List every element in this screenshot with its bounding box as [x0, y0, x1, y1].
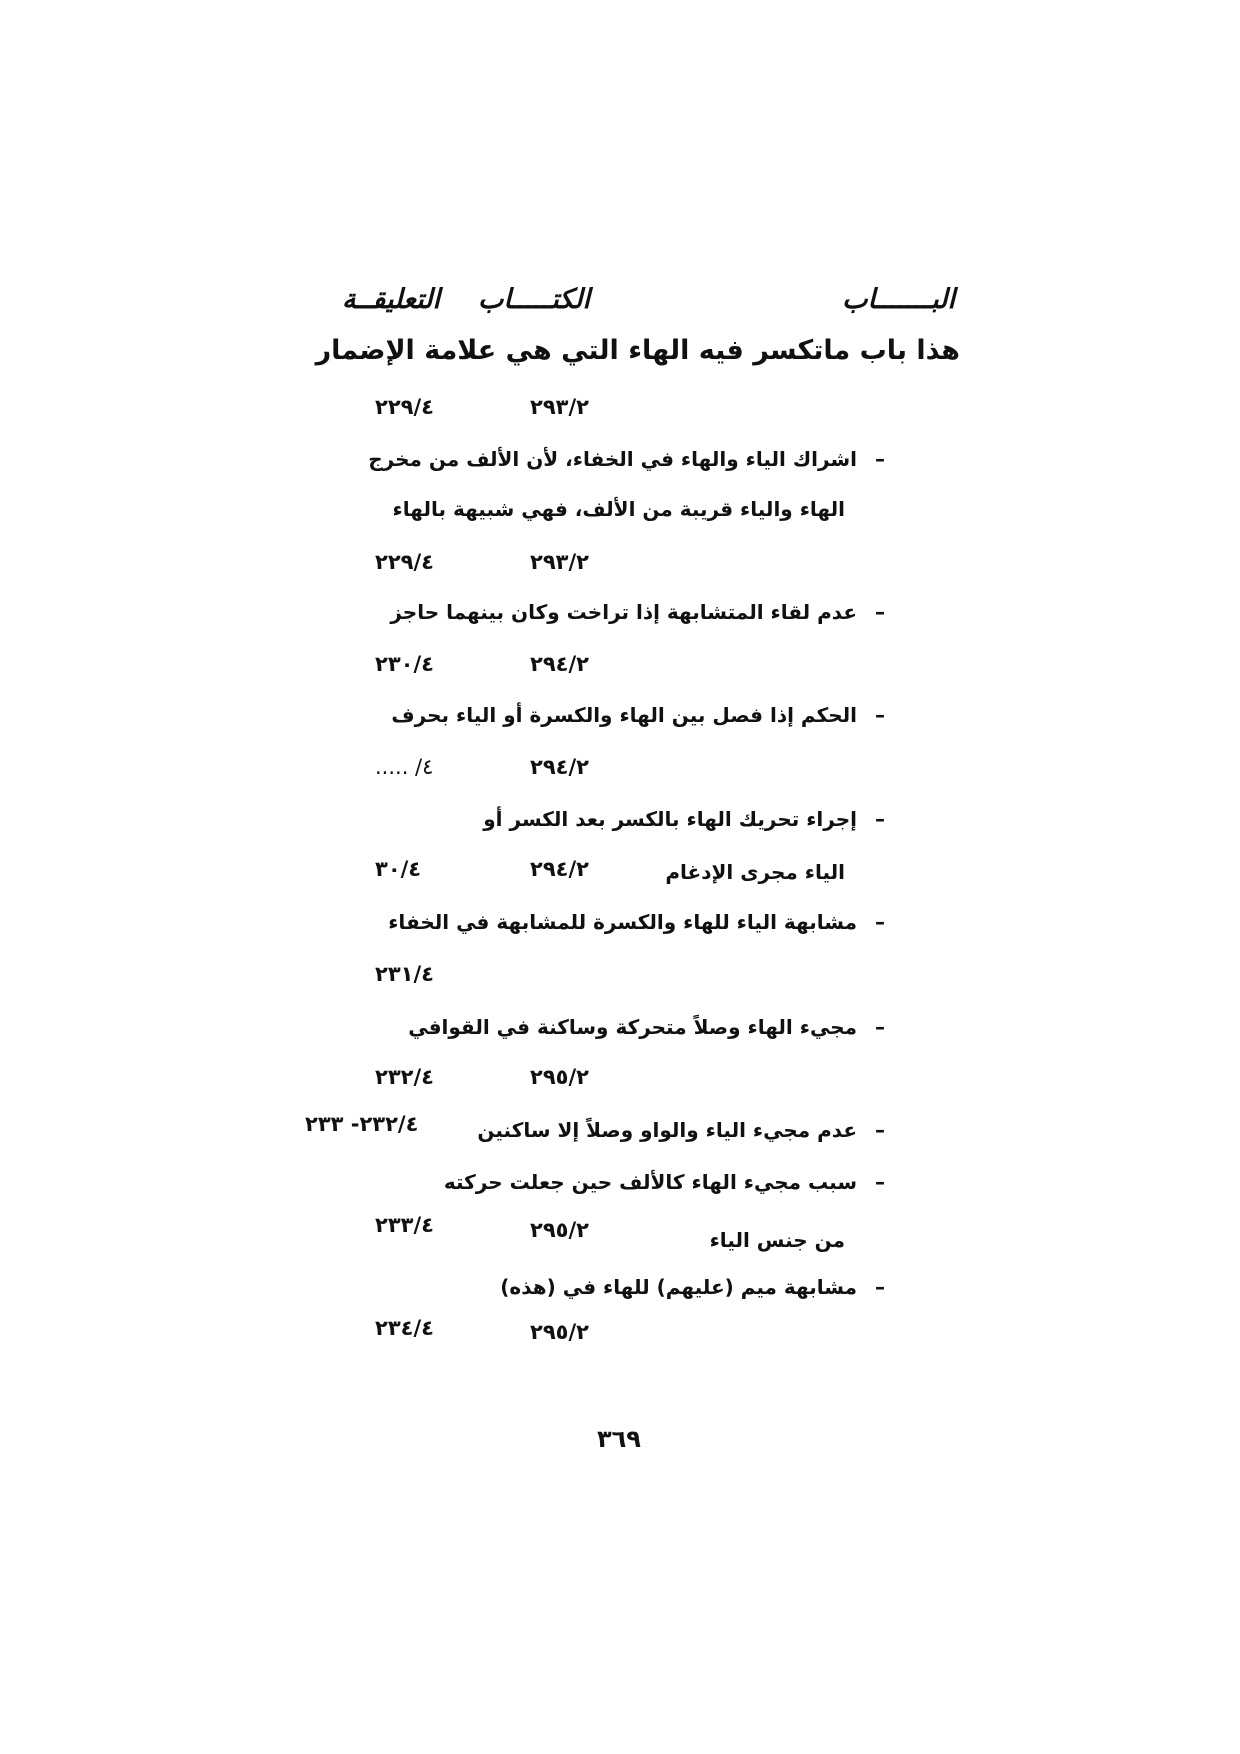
entry-5-line-1: –مشابهة الياء للهاء والكسرة للمشابهة في الخفاء — [388, 910, 885, 934]
entry-3-line-1: –الحكم إذا فصل بين الهاء والكسرة أو الياء بحرف — [391, 703, 885, 727]
entry-4-taliqa-ref: ٣٠/٤ — [375, 857, 422, 881]
entry-8-kitab-ref: ٢٩٥/٢ — [530, 1218, 589, 1242]
column-header-taliqa: التعليقــة — [342, 284, 440, 315]
section-title: هذا باب ماتكسر فيه الهاء التي هي علامة الإضمار — [315, 335, 960, 366]
entry-1-line-1: –اشراك الياء والهاء في الخفاء، لأن الألف من مخرج — [368, 447, 885, 471]
entry-4-kitab-ref: ٢٩٤/٢ — [530, 857, 589, 881]
entry-4-line-2: الياء مجرى الإدغام — [665, 860, 845, 884]
entry-1-kitab-ref: ٢٩٣/٢ — [530, 550, 589, 574]
entry-1-taliqa-ref: ٢٢٩/٤ — [375, 550, 434, 574]
column-header-bab: البـــــــاب — [842, 284, 955, 315]
entry-3-kitab-ref: ٢٩٤/٢ — [530, 755, 589, 779]
entry-2-kitab-ref: ٢٩٤/٢ — [530, 652, 589, 676]
entry-8-line-1: –سبب مجيء الهاء كالألف حين جعلت حركته — [443, 1170, 885, 1194]
entry-7-taliqa-ref: ٢٣٢/٤- ٢٣٣ — [305, 1112, 419, 1136]
entry-6-taliqa-ref: ٢٣٢/٤ — [375, 1065, 434, 1089]
entry-9-kitab-ref: ٢٩٥/٢ — [530, 1320, 589, 1344]
entry-dash: – — [875, 447, 885, 471]
entry-9-taliqa-ref: ٢٣٤/٤ — [375, 1316, 434, 1340]
entry-1-line-2: الهاء والياء قريبة من الألف، فهي شبيهة بالهاء — [392, 497, 845, 521]
entry-8-line-2: من جنس الياء — [709, 1228, 845, 1252]
title-taliqa-ref: ٢٢٩/٤ — [375, 395, 434, 419]
entry-2-taliqa-ref: ٢٣٠/٤ — [375, 652, 434, 676]
entry-5-taliqa-ref: ٢٣١/٤ — [375, 962, 434, 986]
entry-7-line-1: –عدم مجيء الياء والواو وصلاً إلا ساكنين — [477, 1118, 885, 1142]
entry-8-taliqa-ref: ٢٣٣/٤ — [375, 1213, 434, 1237]
entry-4-line-1: –إجراء تحريك الهاء بالكسر بعد الكسر أو — [483, 807, 885, 831]
entry-9-line-1: –مشابهة ميم (عليهم) للهاء في (هذه) — [500, 1275, 885, 1299]
entry-6-kitab-ref: ٢٩٥/٢ — [530, 1065, 589, 1089]
page-number: ٣٦٩ — [597, 1425, 641, 1453]
title-kitab-ref: ٢٩٣/٢ — [530, 395, 589, 419]
entry-6-line-1: –مجيء الهاء وصلاً متحركة وساكنة في القوافي — [408, 1015, 885, 1039]
entry-3-taliqa-ref: ٤/ ..... — [375, 755, 434, 779]
entry-2-line-1: –عدم لقاء المتشابهة إذا تراخت وكان بينهما حاجز — [390, 600, 885, 624]
column-header-kitab: الكتـــــاب — [478, 284, 590, 315]
